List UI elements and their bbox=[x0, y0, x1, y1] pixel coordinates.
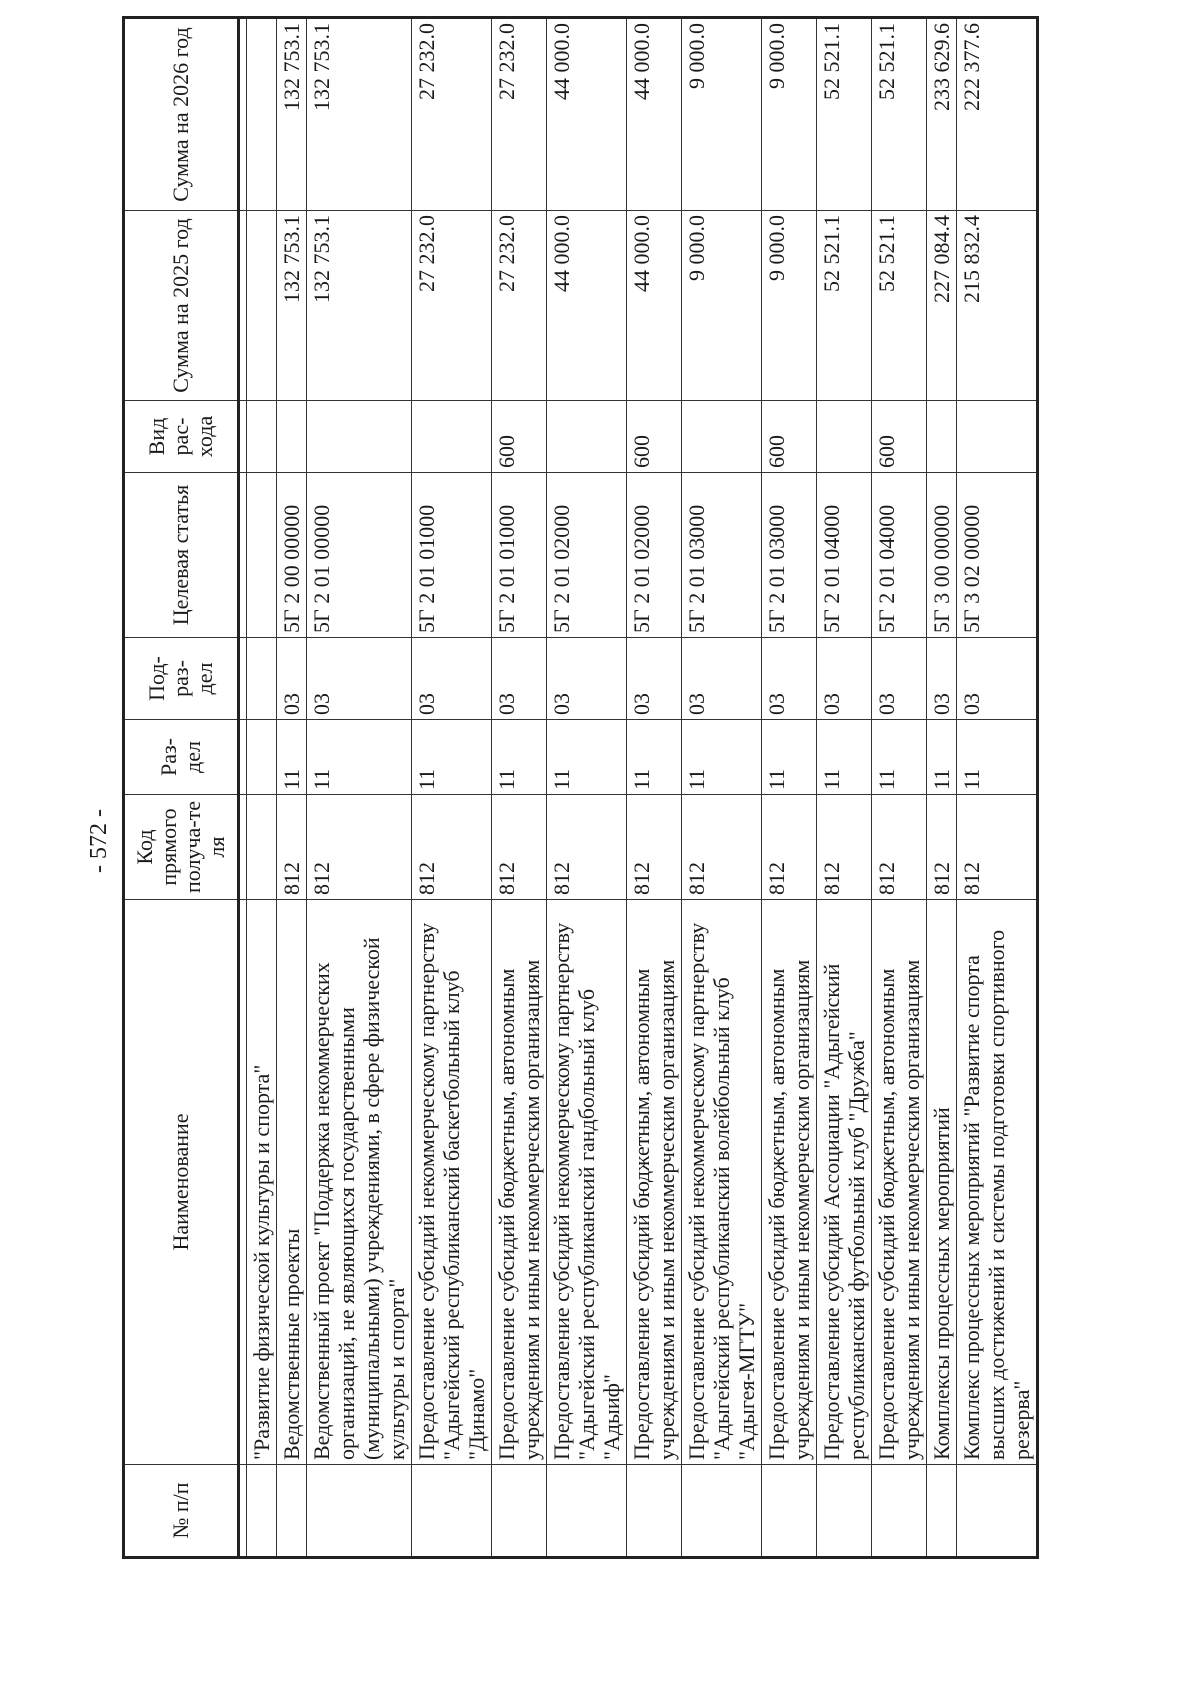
recipient-code-cell: 812 bbox=[547, 795, 627, 900]
table-row bbox=[817, 18, 872, 1558]
table-row bbox=[682, 18, 762, 1558]
name-cell: "Развитие физической культуры и спорта" bbox=[247, 900, 277, 1465]
recipient-code-cell: 812 bbox=[277, 795, 307, 900]
col-header-subsection: Под- раз- дел bbox=[124, 638, 239, 720]
target-article-cell: 5Г 2 01 04000 bbox=[872, 473, 927, 638]
col-header-section: Раз- дел bbox=[124, 720, 239, 795]
table-row bbox=[277, 18, 307, 1558]
table-body bbox=[247, 18, 1038, 1558]
sum-2025-cell: 9 000.0 bbox=[762, 211, 817, 401]
sum-2025-cell: 52 521.1 bbox=[872, 211, 927, 401]
sum-2026-cell: 233 629.6 bbox=[927, 18, 957, 211]
section-cell: 11 bbox=[957, 720, 1038, 795]
section-cell: 11 bbox=[927, 720, 957, 795]
recipient-code-cell: 812 bbox=[307, 795, 412, 900]
subsection-cell: 03 bbox=[627, 638, 682, 720]
expense-type-cell: 600 bbox=[762, 401, 817, 473]
sum-2025-cell: 227 084.4 bbox=[927, 211, 957, 401]
sum-2026-cell: 27 232.0 bbox=[492, 18, 547, 211]
sum-2026-cell: 132 753.1 bbox=[307, 18, 412, 211]
recipient-code-cell: 812 bbox=[817, 795, 872, 900]
section-cell: 11 bbox=[682, 720, 762, 795]
sum-2025-cell: 9 000.0 bbox=[682, 211, 762, 401]
table-row bbox=[627, 18, 682, 1558]
subsection-cell: 03 bbox=[762, 638, 817, 720]
subsection-cell: 03 bbox=[307, 638, 412, 720]
table-row bbox=[247, 18, 277, 1558]
sum-2025-cell: 27 232.0 bbox=[492, 211, 547, 401]
target-article-cell: 5Г 2 01 04000 bbox=[817, 473, 872, 638]
sum-2025-cell: 44 000.0 bbox=[627, 211, 682, 401]
sum-2025-cell: 132 753.1 bbox=[307, 211, 412, 401]
name-cell: Предоставление субсидий Ассоциации "Адыгейский республиканский футбольный клуб "Дружба" bbox=[817, 900, 872, 1465]
section-cell: 11 bbox=[817, 720, 872, 795]
subsection-cell: 03 bbox=[412, 638, 492, 720]
subsection-cell: 03 bbox=[927, 638, 957, 720]
subsection-cell: 03 bbox=[872, 638, 927, 720]
section-cell bbox=[247, 720, 277, 795]
name-cell: Предоставление субсидий бюджетным, автономным учреждениям и иным некоммерческим организациям bbox=[627, 900, 682, 1465]
section-cell: 11 bbox=[627, 720, 682, 795]
num-cell bbox=[682, 1465, 762, 1558]
expense-type-cell: 600 bbox=[872, 401, 927, 473]
page-number: - 572 - bbox=[86, 809, 112, 873]
expense-type-cell bbox=[307, 401, 412, 473]
section-cell: 11 bbox=[547, 720, 627, 795]
sum-2026-cell: 44 000.0 bbox=[547, 18, 627, 211]
name-cell: Предоставление субсидий некоммерческому партнерству "Адыгейский республиканский волейбольный клуб "Адыгея-МГТУ" bbox=[682, 900, 762, 1465]
sum-2026-cell: 132 753.1 bbox=[277, 18, 307, 211]
sum-2026-cell: 9 000.0 bbox=[762, 18, 817, 211]
budget-table bbox=[122, 16, 1039, 1559]
expense-type-cell bbox=[547, 401, 627, 473]
table-row bbox=[762, 18, 817, 1558]
num-cell bbox=[277, 1465, 307, 1558]
num-cell bbox=[627, 1465, 682, 1558]
expense-type-cell bbox=[927, 401, 957, 473]
target-article-cell: 5Г 3 00 00000 bbox=[927, 473, 957, 638]
recipient-code-cell: 812 bbox=[872, 795, 927, 900]
sum-2025-cell: 52 521.1 bbox=[817, 211, 872, 401]
section-cell: 11 bbox=[872, 720, 927, 795]
header-row bbox=[124, 18, 239, 1558]
section-cell: 11 bbox=[762, 720, 817, 795]
sum-2026-cell: 9 000.0 bbox=[682, 18, 762, 211]
num-cell bbox=[412, 1465, 492, 1558]
table-row bbox=[492, 18, 547, 1558]
recipient-code-cell: 812 bbox=[627, 795, 682, 900]
sum-2026-cell: 52 521.1 bbox=[817, 18, 872, 211]
sum-2026-cell: 27 232.0 bbox=[412, 18, 492, 211]
section-cell: 11 bbox=[277, 720, 307, 795]
num-cell bbox=[762, 1465, 817, 1558]
sum-2025-cell bbox=[247, 211, 277, 401]
col-header-recipient: Код прямого получа-те ля bbox=[124, 795, 239, 900]
expense-type-cell bbox=[682, 401, 762, 473]
expense-type-cell bbox=[412, 401, 492, 473]
table-row bbox=[927, 18, 957, 1558]
table-row bbox=[547, 18, 627, 1558]
name-cell: Ведомственный проект "Поддержка некоммерческих организаций, не являющихся государственными (муниципальными) учреждениями, в сфере физической культуры и спорта" bbox=[307, 900, 412, 1465]
name-cell: Предоставление субсидий бюджетным, автономным учреждениям и иным некоммерческим организациям bbox=[492, 900, 547, 1465]
subsection-cell: 03 bbox=[277, 638, 307, 720]
col-header-expense: Вид рас- хода bbox=[124, 401, 239, 473]
name-cell: Комплексы процессных мероприятий bbox=[927, 900, 957, 1465]
section-cell: 11 bbox=[492, 720, 547, 795]
header-divider bbox=[239, 18, 247, 1558]
target-article-cell: 5Г 3 02 00000 bbox=[957, 473, 1038, 638]
recipient-code-cell: 812 bbox=[492, 795, 547, 900]
recipient-code-cell: 812 bbox=[682, 795, 762, 900]
num-cell bbox=[247, 1465, 277, 1558]
col-header-num: № п/п bbox=[124, 1465, 239, 1558]
table-row bbox=[957, 18, 1038, 1558]
sum-2025-cell: 132 753.1 bbox=[277, 211, 307, 401]
subsection-cell bbox=[247, 638, 277, 720]
sum-2026-cell bbox=[247, 18, 277, 211]
expense-type-cell bbox=[277, 401, 307, 473]
section-cell: 11 bbox=[412, 720, 492, 795]
sum-2026-cell: 222 377.6 bbox=[957, 18, 1038, 211]
target-article-cell: 5Г 2 01 01000 bbox=[492, 473, 547, 638]
recipient-code-cell: 812 bbox=[762, 795, 817, 900]
recipient-code-cell: 812 bbox=[927, 795, 957, 900]
num-cell bbox=[307, 1465, 412, 1558]
subsection-cell: 03 bbox=[547, 638, 627, 720]
sum-2026-cell: 44 000.0 bbox=[627, 18, 682, 211]
expense-type-cell bbox=[817, 401, 872, 473]
num-cell bbox=[927, 1465, 957, 1558]
recipient-code-cell bbox=[247, 795, 277, 900]
table-row bbox=[872, 18, 927, 1558]
target-article-cell: 5Г 2 01 02000 bbox=[627, 473, 682, 638]
num-cell bbox=[492, 1465, 547, 1558]
name-cell: Комплекс процессных мероприятий "Развитие спорта высших достижений и системы подготовки спортивного резерва" bbox=[957, 900, 1038, 1465]
expense-type-cell: 600 bbox=[627, 401, 682, 473]
name-cell: Предоставление субсидий некоммерческому партнерству "Адыгейский республиканский гандбольный клуб "Адыиф" bbox=[547, 900, 627, 1465]
target-article-cell: 5Г 2 00 00000 bbox=[277, 473, 307, 638]
section-cell: 11 bbox=[307, 720, 412, 795]
num-cell bbox=[957, 1465, 1038, 1558]
sum-2025-cell: 215 832.4 bbox=[957, 211, 1038, 401]
recipient-code-cell: 812 bbox=[957, 795, 1038, 900]
subsection-cell: 03 bbox=[957, 638, 1038, 720]
target-article-cell: 5Г 2 01 03000 bbox=[762, 473, 817, 638]
sum-2026-cell: 52 521.1 bbox=[872, 18, 927, 211]
expense-type-cell bbox=[957, 401, 1038, 473]
table-row bbox=[307, 18, 412, 1558]
subsection-cell: 03 bbox=[682, 638, 762, 720]
num-cell bbox=[547, 1465, 627, 1558]
name-cell: Предоставление субсидий бюджетным, автономным учреждениям и иным некоммерческим организациям bbox=[762, 900, 817, 1465]
col-header-name: Наименование bbox=[124, 900, 239, 1465]
col-header-target: Целевая статья bbox=[124, 473, 239, 638]
name-cell: Ведомственные проекты bbox=[277, 900, 307, 1465]
table-row bbox=[412, 18, 492, 1558]
num-cell bbox=[872, 1465, 927, 1558]
sum-2025-cell: 44 000.0 bbox=[547, 211, 627, 401]
col-header-sum2025: Сумма на 2025 год bbox=[124, 211, 239, 401]
col-header-sum2026: Сумма на 2026 год bbox=[124, 18, 239, 211]
subsection-cell: 03 bbox=[817, 638, 872, 720]
num-cell bbox=[817, 1465, 872, 1558]
subsection-cell: 03 bbox=[492, 638, 547, 720]
target-article-cell: 5Г 2 01 00000 bbox=[307, 473, 412, 638]
target-article-cell bbox=[247, 473, 277, 638]
name-cell: Предоставление субсидий некоммерческому партнерству "Адыгейский республиканский баскетбольный клуб "Динамо" bbox=[412, 900, 492, 1465]
sum-2025-cell: 27 232.0 bbox=[412, 211, 492, 401]
expense-type-cell bbox=[247, 401, 277, 473]
expense-type-cell: 600 bbox=[492, 401, 547, 473]
recipient-code-cell: 812 bbox=[412, 795, 492, 900]
target-article-cell: 5Г 2 01 02000 bbox=[547, 473, 627, 638]
name-cell: Предоставление субсидий бюджетным, автономным учреждениям и иным некоммерческим организациям bbox=[872, 900, 927, 1465]
target-article-cell: 5Г 2 01 03000 bbox=[682, 473, 762, 638]
target-article-cell: 5Г 2 01 01000 bbox=[412, 473, 492, 638]
